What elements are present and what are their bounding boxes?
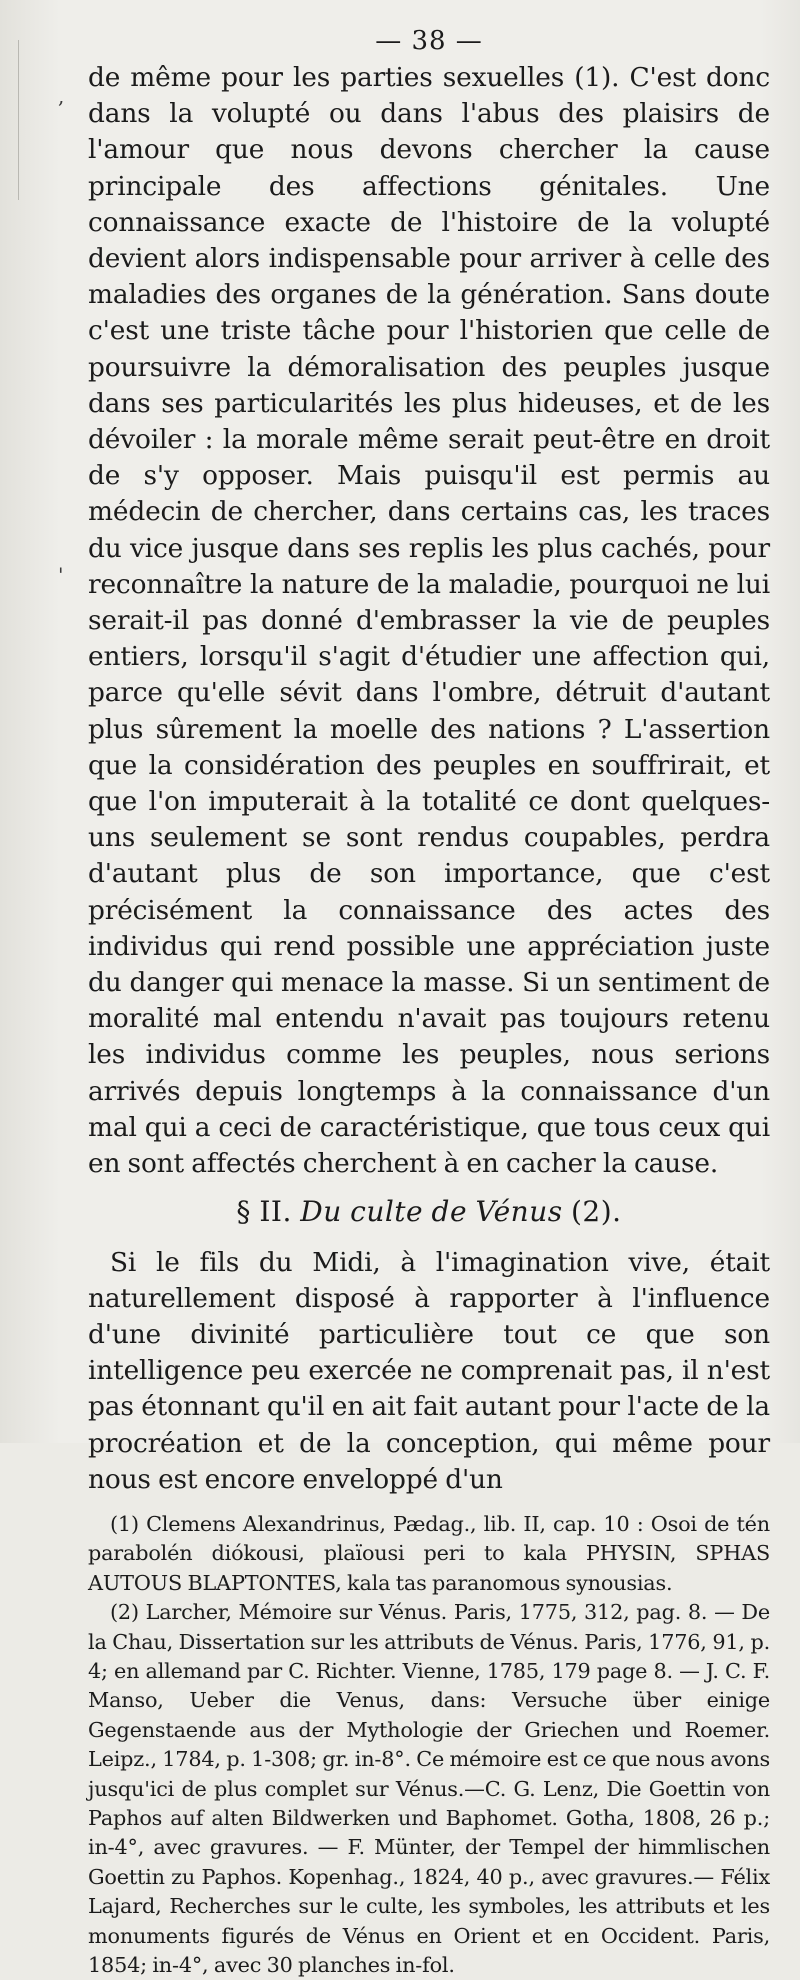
- margin-mark: ,: [58, 84, 65, 108]
- section-number: § II.: [236, 1195, 292, 1229]
- footnote: (2) Larcher, Mémoire sur Vénus. Paris, 1775, 312, pag. 8. — De la Chau, Dissertation sur les attributs de Vénus. Paris, 1776, 91, p. 4; en allemand par C. Richter. Vienne, 1785, 179 page 8. — J. C. F. Manso, Ueber die Venus, dans: Versuche über einige Gegenstaende aus der Mythologie der Griechen und Roemer. Leipz., 1784, p. 1-308; gr. in-8°. Ce mémoire est ce que nous avons jusqu'ici de plus complet sur Vénus.—C. G. Lenz, Die Goettin von Paphos auf alten Bildwerken und Baphomet. Gotha, 1808, 26 p.; in-4°, avec gravures. — F. Münter, der Tempel der himmlischen Goettin zu Paphos. Kopenhag., 1824, 40 p., avec gravures.— Félix Lajard, Recherches sur le culte, les symboles, les attributs et les monuments figurés de Vénus en Orient et en Occident. Paris, 1854; in-4°, avec 30 planches in-fol.: [88, 1600, 770, 1978]
- page-number: — 38 —: [375, 26, 483, 56]
- section-title: Du culte de: [300, 1195, 468, 1229]
- margin-mark: ': [58, 563, 64, 587]
- page-edge-shadow: [18, 40, 19, 200]
- section-note-ref: (2).: [571, 1195, 622, 1229]
- footnote: (1) Clemens Alexandrinus, Pædag., lib. II, cap. 10 : Osoi de tén parabolén diókousi, plaïousi peri to kala PHYSIN, SPHAS AUTOUS BLAPTONTES, kala tas paranomous synousias.: [88, 1511, 770, 1595]
- paragraph: de même pour les parties sexuelles (1). C'est donc dans la volupté ou dans l'abus des plaisirs de l'amour que nous devons chercher la cause principale des affections génitales. Une connaissance exacte de l'histoire de la volupté devient alors indispensable pour arriver à celle des maladies des organes de la génération. Sans doute c'est une triste tâche pour l'historien que celle de poursuivre la démoralisation des peuples jusque dans ses particularités les plus hideuses, et de les dévoiler : la morale même serait peut-être en droit de s'y opposer. Mais puisqu'il est permis au médecin de chercher, dans certains cas, les traces du vice jusque dans ses replis les plus cachés, pour reconnaître la nature de la maladie, pourquoi ne lui serait-il pas donné d'embrasser la vie de peuples entiers, lorsqu'il s'agit d'étudier une affection qui, parce qu'elle sévit dans l'ombre, détruit d'autant plus sûrement la moelle des nations ? L'assertion que la considération des peuples en souffrirait, et que l'on imputerait à la totalité ce dont quelques-uns seulement se sont rendus coupables, perdra d'autant plus de son importance, que c'est précisément la connaissance des actes des individus qui rend possible une appréciation juste du danger qui menace la masse. Si un sentiment de moralité mal entendu n'avait pas toujours retenu les individus comme les peuples, nous serions arrivés depuis longtemps à la connaissance d'un mal qui a ceci de caractéristique, que tous ceux qui en sont affectés cherchent à en cacher la cause.: [88, 62, 770, 1180]
- section-heading: [88, 1194, 770, 1230]
- paragraph: Si le fils du Midi, à l'imagination vive, était naturellement disposé à rapporter à l'influence d'une divinité particulière tout ce que son intelligence peu exercée ne comprenait pas, il n'est pas étonnant qu'il en ait fait autant pour l'acte de la procréation et de la conception, qui même pour nous est encore enveloppé d'un: [88, 1246, 770, 1495]
- footnotes: [88, 1510, 770, 1980]
- section-title-name: Vénus: [475, 1195, 563, 1229]
- main-text: [88, 60, 770, 1498]
